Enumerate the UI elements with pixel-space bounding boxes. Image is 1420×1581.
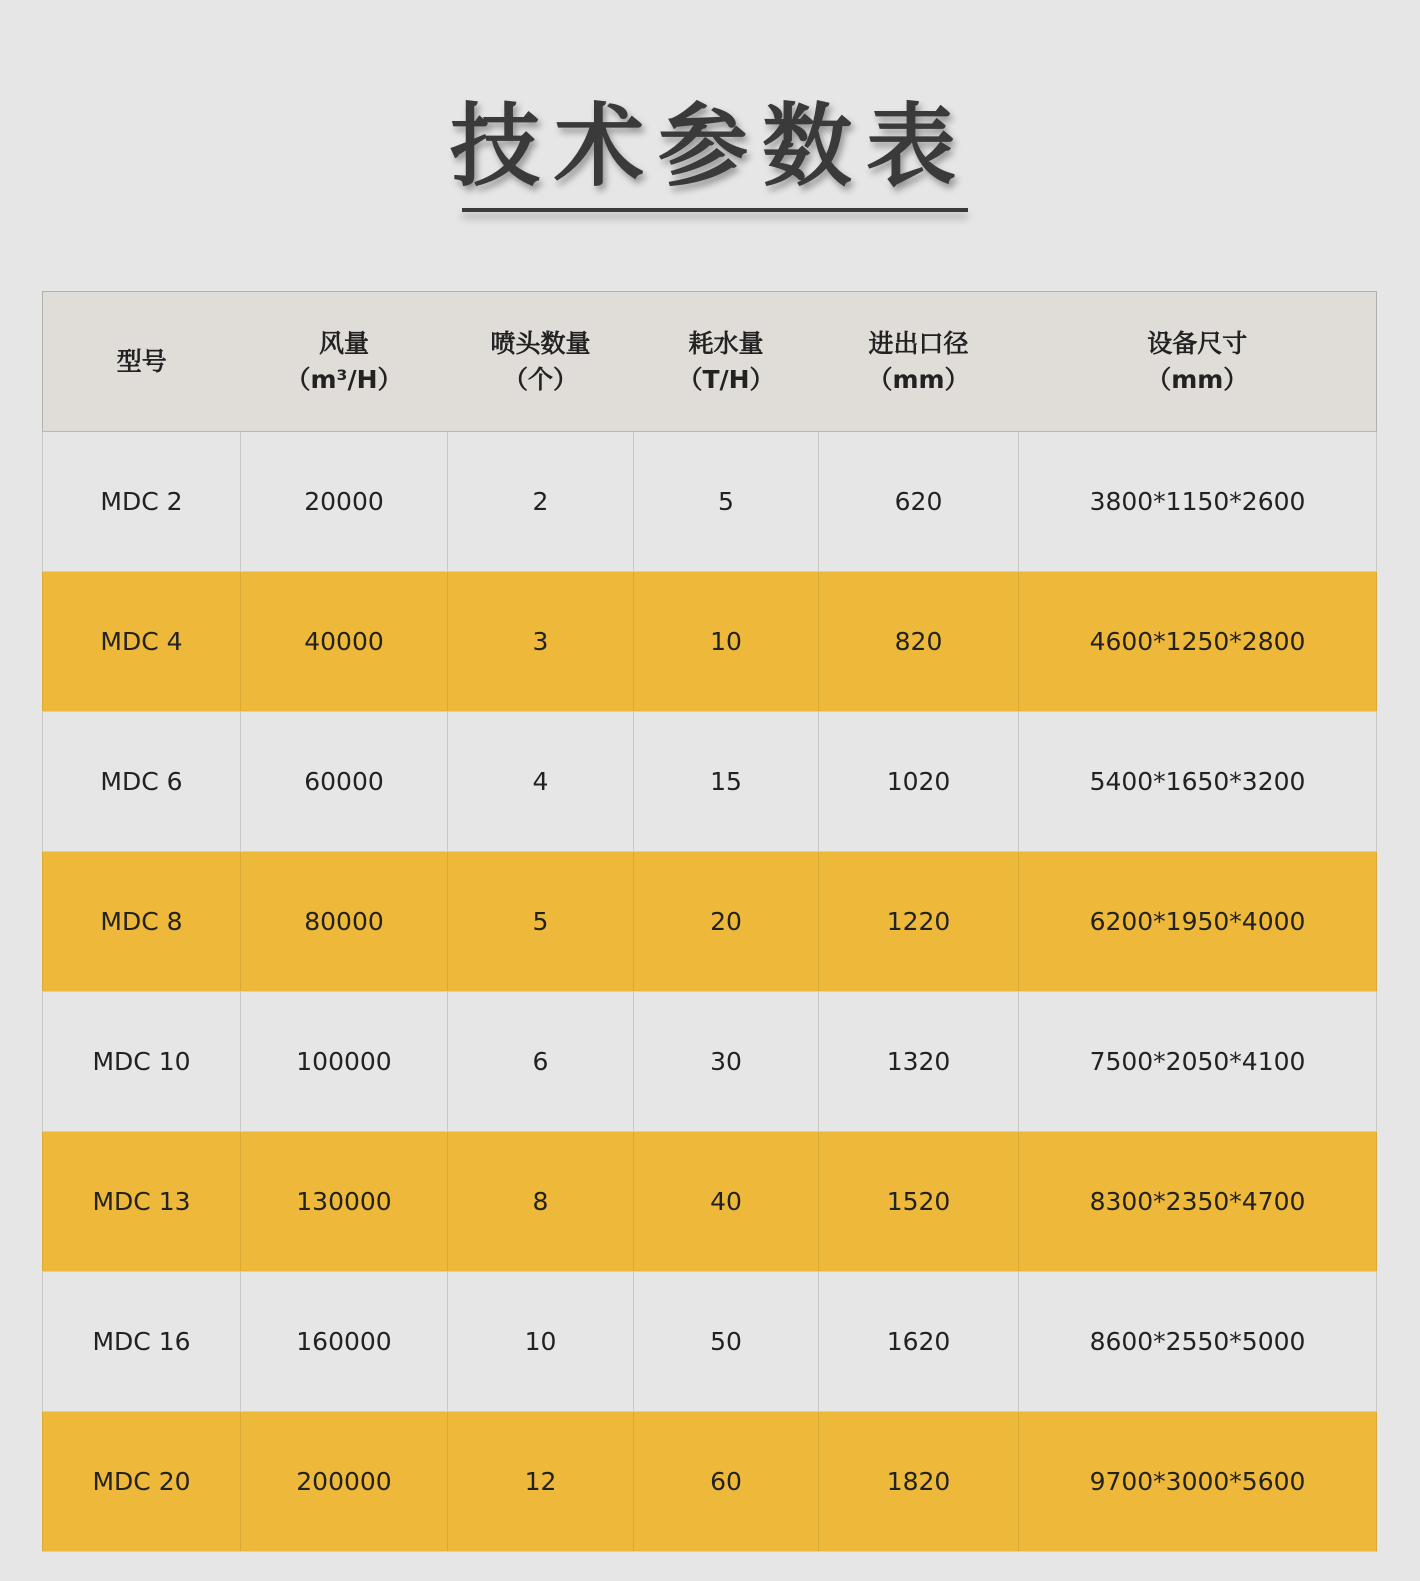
cell-nozzle-count: 12 — [448, 1412, 634, 1552]
cell-diameter: 1520 — [819, 1132, 1019, 1272]
header-inlet-outlet-diameter — [819, 292, 1019, 432]
header-label: 设备尺寸 — [1147, 328, 1248, 358]
header-label: 喷头数量 — [490, 328, 591, 358]
header-unit: （T/H） — [677, 364, 775, 394]
cell-airflow: 100000 — [241, 992, 448, 1132]
table-body — [43, 432, 1377, 1552]
header-label: 耗水量 — [688, 328, 764, 358]
cell-size: 8600*2550*5000 — [1019, 1272, 1377, 1412]
cell-diameter: 1220 — [819, 852, 1019, 992]
cell-water-consumption: 10 — [634, 572, 819, 712]
cell-model: MDC 2 — [43, 432, 241, 572]
table-row — [43, 1132, 1377, 1272]
table-row — [43, 992, 1377, 1132]
cell-nozzle-count: 2 — [448, 432, 634, 572]
cell-size: 9700*3000*5600 — [1019, 1412, 1377, 1552]
cell-water-consumption: 5 — [634, 432, 819, 572]
page-title: 技术参数表 — [450, 94, 970, 199]
spec-table — [42, 291, 1377, 1552]
cell-airflow: 200000 — [241, 1412, 448, 1552]
header-label: 风量 — [318, 328, 369, 358]
header-row — [43, 292, 1377, 432]
header-model — [43, 292, 241, 432]
cell-size: 8300*2350*4700 — [1019, 1132, 1377, 1272]
cell-diameter: 620 — [819, 432, 1019, 572]
cell-size: 7500*2050*4100 — [1019, 992, 1377, 1132]
table-header — [43, 292, 1377, 432]
header-label: 进出口径 — [868, 328, 969, 358]
cell-size: 5400*1650*3200 — [1019, 712, 1377, 852]
table-row — [43, 432, 1377, 572]
header-unit: （m³/H） — [285, 364, 403, 394]
header-unit: （mm） — [867, 364, 970, 394]
cell-size: 3800*1150*2600 — [1019, 432, 1377, 572]
cell-model: MDC 6 — [43, 712, 241, 852]
header-airflow — [241, 292, 448, 432]
table-row — [43, 1412, 1377, 1552]
header-nozzle-count — [448, 292, 634, 432]
cell-airflow: 130000 — [241, 1132, 448, 1272]
header-unit: （个） — [502, 364, 578, 394]
cell-diameter: 1620 — [819, 1272, 1019, 1412]
cell-nozzle-count: 5 — [448, 852, 634, 992]
cell-model: MDC 13 — [43, 1132, 241, 1272]
table-row — [43, 712, 1377, 852]
cell-model: MDC 16 — [43, 1272, 241, 1412]
cell-nozzle-count: 4 — [448, 712, 634, 852]
cell-nozzle-count: 10 — [448, 1272, 634, 1412]
cell-diameter: 820 — [819, 572, 1019, 712]
cell-size: 4600*1250*2800 — [1019, 572, 1377, 712]
table-row — [43, 572, 1377, 712]
title-area — [0, 92, 1420, 202]
cell-size: 6200*1950*4000 — [1019, 852, 1377, 992]
cell-water-consumption: 50 — [634, 1272, 819, 1412]
cell-model: MDC 4 — [43, 572, 241, 712]
cell-diameter: 1820 — [819, 1412, 1019, 1552]
table-row — [43, 1272, 1377, 1412]
title-underline — [462, 208, 968, 212]
header-unit: （mm） — [1146, 364, 1249, 394]
cell-airflow: 20000 — [241, 432, 448, 572]
cell-airflow: 80000 — [241, 852, 448, 992]
cell-model: MDC 10 — [43, 992, 241, 1132]
cell-airflow: 160000 — [241, 1272, 448, 1412]
header-label: 型号 — [116, 346, 167, 376]
cell-water-consumption: 20 — [634, 852, 819, 992]
header-equipment-size — [1019, 292, 1377, 432]
cell-water-consumption: 60 — [634, 1412, 819, 1552]
cell-diameter: 1020 — [819, 712, 1019, 852]
cell-nozzle-count: 3 — [448, 572, 634, 712]
cell-water-consumption: 40 — [634, 1132, 819, 1272]
cell-diameter: 1320 — [819, 992, 1019, 1132]
cell-water-consumption: 15 — [634, 712, 819, 852]
cell-model: MDC 20 — [43, 1412, 241, 1552]
cell-airflow: 60000 — [241, 712, 448, 852]
cell-model: MDC 8 — [43, 852, 241, 992]
cell-nozzle-count: 6 — [448, 992, 634, 1132]
header-water-consumption — [634, 292, 819, 432]
cell-airflow: 40000 — [241, 572, 448, 712]
cell-water-consumption: 30 — [634, 992, 819, 1132]
cell-nozzle-count: 8 — [448, 1132, 634, 1272]
table-row — [43, 852, 1377, 992]
